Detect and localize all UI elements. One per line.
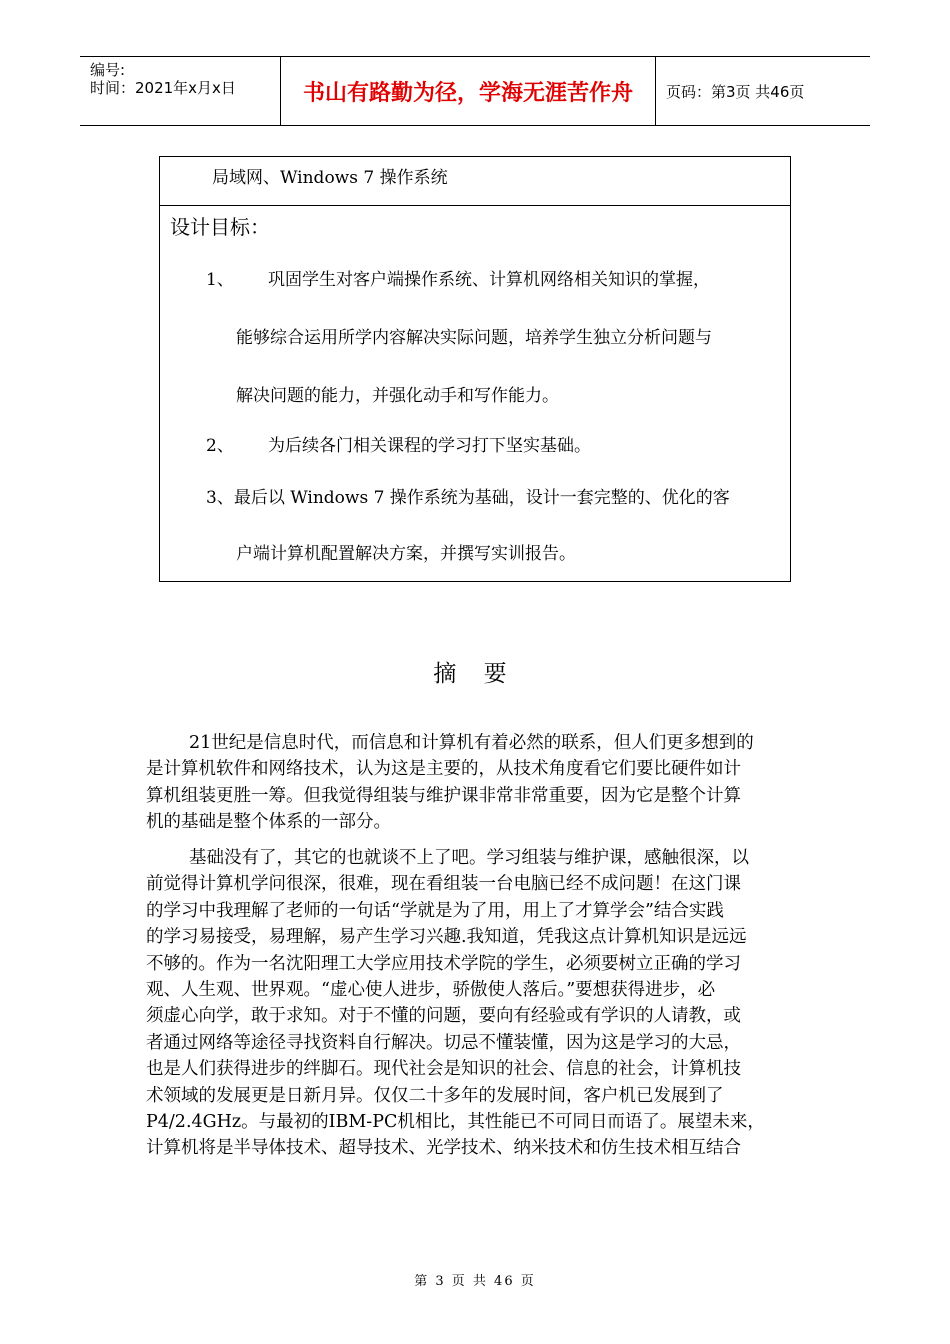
goal-2-line-1: 为后续各门相关课程的学习打下坚实基础。 [268,436,591,456]
header-page-info: 页码：第3页 共46页 [666,82,805,101]
paragraph-line: 是计算机软件和网络技术，认为这是主要的，从技术角度看它们要比硬件如计 [146,759,741,780]
page-footer: 第 3 页 共 46 页 [414,1274,536,1289]
environment-text: 局域网、Windows 7 操作系统 [212,168,448,188]
paragraph-line: 算机组装更胜一筹。但我觉得组装与维护课非常非常重要，因为它是整个计算 [146,785,741,806]
goal-1-number: 1、 [206,270,234,290]
time-label: 时间：2021年x月x日 [90,79,236,97]
paragraph-line: 者通过网络等途径寻找资料自行解决。切忌不懂装懂，因为这是学习的大忌， [146,1032,741,1053]
paragraph-line: 的学习中我理解了老师的一句话“学就是为了用，用上了才算学会”结合实践 [146,900,724,921]
paragraph-line: 21世纪是信息时代，而信息和计算机有着必然的联系，但人们更多想到的 [189,733,754,753]
paragraph-line: 不够的。作为一名沈阳理工大学应用技术学院的学生，必须要树立正确的学习 [146,953,741,974]
paragraph-line: P4/2.4GHz。与最初的IBM-PC机相比，其性能已不可同日而语了。展望未来， [146,1111,765,1132]
paragraph-line: 前觉得计算机学问很深，很难，现在看组装一台电脑已经不成问题！在这门课 [146,874,741,895]
goal-3-line-1: 3、最后以 Windows 7 操作系统为基础，设计一套完整的、优化的客 [206,488,730,508]
paragraph-line: 观、人生观、世界观。“虚心使人进步，骄傲使人落后。”要想获得进步，必 [146,979,716,1000]
paragraph-line: 基础没有了，其它的也就谈不上了吧。学习组装与维护课，感触很深，以 [189,848,749,868]
abstract-title: 摘 要 [433,661,517,687]
design-box [159,156,791,582]
paragraph-line: 计算机将是半导体技术、超导技术、光学技术、纳米技术和仿生技术相互结合 [146,1138,741,1159]
abstract-paragraph-2 [146,845,808,1162]
goal-3-line-2: 户端计算机配置解决方案，并撰写实训报告。 [236,544,576,564]
goal-1-line-2: 能够综合运用所学内容解决实际问题，培养学生独立分析问题与 [236,328,712,348]
paragraph-line: 的学习易接受，易理解，易产生学习兴趣.我知道，凭我这点计算机知识是远远 [146,927,747,948]
header-meta [80,57,280,125]
goal-1-line-3: 解决问题的能力，并强化动手和写作能力。 [236,386,559,406]
paragraph-line: 术领域的发展更是日新月异。仅仅二十多年的发展时间，客户机已发展到了 [146,1085,724,1106]
serial-label: 编号: [90,61,126,79]
paragraph-line: 机的基础是整个体系的一部分。 [146,812,391,833]
goal-1-line-1: 巩固学生对客户端操作系统、计算机网络相关知识的掌握， [268,270,710,290]
paragraph-line: 也是人们获得进步的绊脚石。现代社会是知识的社会、信息的社会，计算机技 [146,1059,741,1080]
abstract-paragraph-1 [146,730,808,836]
paragraph-line: 须虚心向学，敢于求知。对于不懂的问题，要向有经验或有学识的人请教，或 [146,1006,741,1027]
goal-title: 设计目标： [170,215,270,239]
environment-row [160,157,790,206]
goal-2-number: 2、 [206,436,234,456]
page-header [80,56,870,126]
header-motto: 书山有路勤为径，学海无涯苦作舟 [280,57,656,125]
